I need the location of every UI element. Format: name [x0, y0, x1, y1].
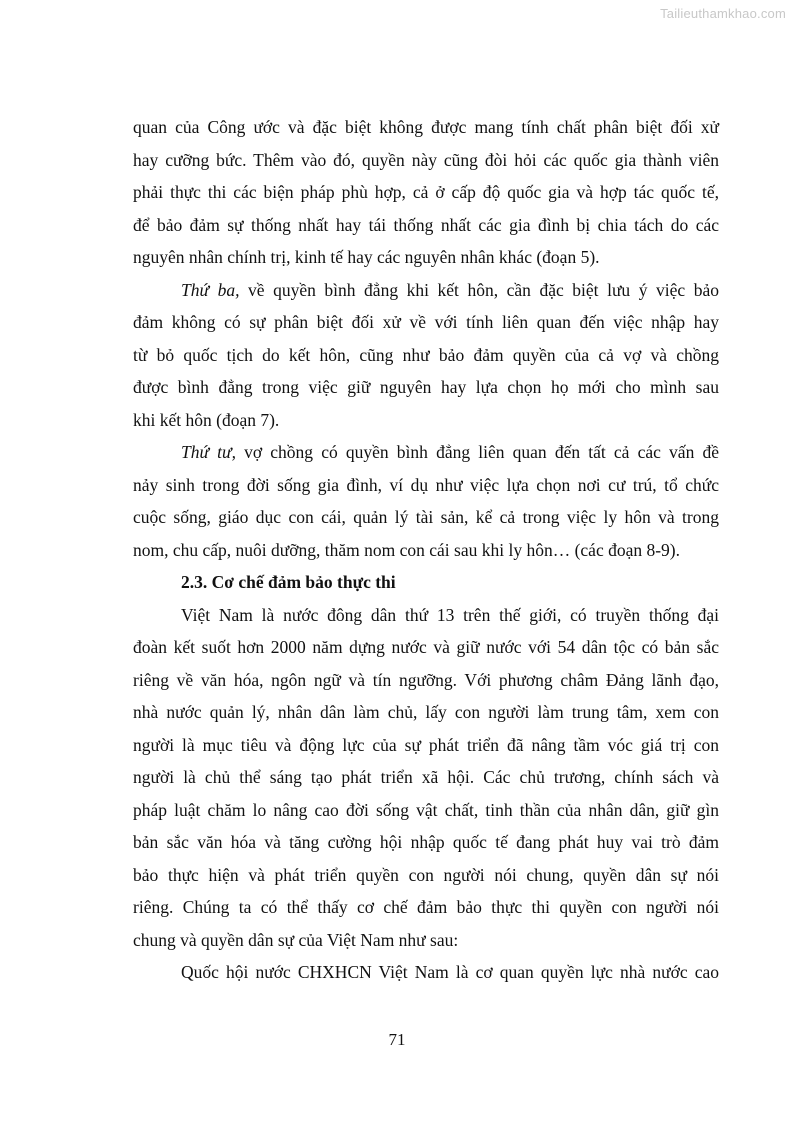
- text-line: người là chủ thể sáng tạo phát triển xã hội. Các chủ trương, chính sách và: [133, 767, 719, 787]
- text-line: [133, 436, 719, 469]
- page-body: [133, 111, 719, 989]
- text-line: hay cưỡng bức. Thêm vào đó, quyền này cũng đòi hỏi các quốc gia thành viên: [133, 149, 719, 170]
- line-text: vợ chồng có quyền bình đẳng liên quan đến tất cả các vấn đề: [235, 442, 719, 462]
- text-line: khi kết hôn (đoạn 7).: [133, 409, 280, 430]
- text-line: để bảo đảm sự thống nhất hay tái thống nhất các gia đình bị chia tách do các: [133, 214, 719, 235]
- italic-lead: Thứ tư,: [181, 442, 236, 462]
- text-line: Việt Nam là nước đông dân thứ 13 trên thế giới, có truyền thống đại: [181, 604, 719, 625]
- text-line: riêng. Chúng ta có thể thấy cơ chế đảm bảo thực thi quyền con người nói: [133, 897, 719, 917]
- watermark: Tailieuthamkhao.com: [660, 6, 786, 21]
- text-line: nhà nước quản lý, nhân dân làm chủ, lấy con người làm trung tâm, xem con: [133, 702, 719, 722]
- text-line: quan của Công ước và đặc biệt không được mang tính chất phân biệt đối xử: [133, 117, 719, 137]
- line-text: về quyền bình đẳng khi kết hôn, cần đặc biệt lưu ý việc bảo: [239, 279, 719, 300]
- text-line: [133, 274, 719, 307]
- text-line: phải thực thi các biện pháp phù hợp, cả ở cấp độ quốc gia và hợp tác quốc tế,: [133, 182, 719, 202]
- section-heading: 2.3. Cơ chế đảm bảo thực thi: [181, 572, 396, 592]
- text-line: bảo thực hiện và phát triển quyền con người nói chung, quyền dân sự nói: [133, 864, 719, 885]
- text-line: Quốc hội nước CHXHCN Việt Nam là cơ quan quyền lực nhà nước cao: [181, 962, 719, 982]
- text-line: chung và quyền dân sự của Việt Nam như sau:: [133, 929, 459, 950]
- text-line: đảm không có sự phân biệt đối xử về với tính liên quan đến việc nhập hay: [133, 312, 719, 332]
- text-line: cuộc sống, giáo dục con cái, quản lý tài sản, kể cả trong việc ly hôn và trong: [133, 507, 719, 527]
- text-line: nguyên nhân chính trị, kinh tế hay các nguyên nhân khác (đoạn 5).: [133, 247, 600, 267]
- text-line: nom, chu cấp, nuôi dưỡng, thăm nom con cái sau khi ly hôn… (các đoạn 8-9).: [133, 539, 681, 560]
- text-line: nảy sinh trong đời sống gia đình, ví dụ như việc lựa chọn nơi cư trú, tổ chức: [133, 474, 719, 495]
- text-line: được bình đẳng trong việc giữ nguyên hay lựa chọn họ mới cho mình sau: [133, 377, 719, 397]
- text-line: từ bỏ quốc tịch do kết hôn, cũng như bảo đảm quyền của cả vợ và chồng: [133, 344, 719, 365]
- italic-lead: Thứ ba,: [181, 279, 240, 300]
- text-line: người là mục tiêu và động lực của sự phát triển đã nâng tầm vóc giá trị con: [133, 734, 719, 755]
- text-line: bản sắc văn hóa và tăng cường hội nhập quốc tế đang phát huy vai trò đảm: [133, 832, 719, 852]
- text-line: pháp luật chăm lo nâng cao đời sống vật chất, tinh thần của nhân dân, giữ gìn: [133, 799, 719, 820]
- text-line: đoàn kết suốt hơn 2000 năm dựng nước và giữ nước với 54 dân tộc có bản sắc: [133, 637, 719, 657]
- page-number: 71: [388, 1030, 406, 1049]
- text-line: riêng về văn hóa, ngôn ngữ và tín ngưỡng. Với phương châm Đảng lãnh đạo,: [133, 669, 719, 690]
